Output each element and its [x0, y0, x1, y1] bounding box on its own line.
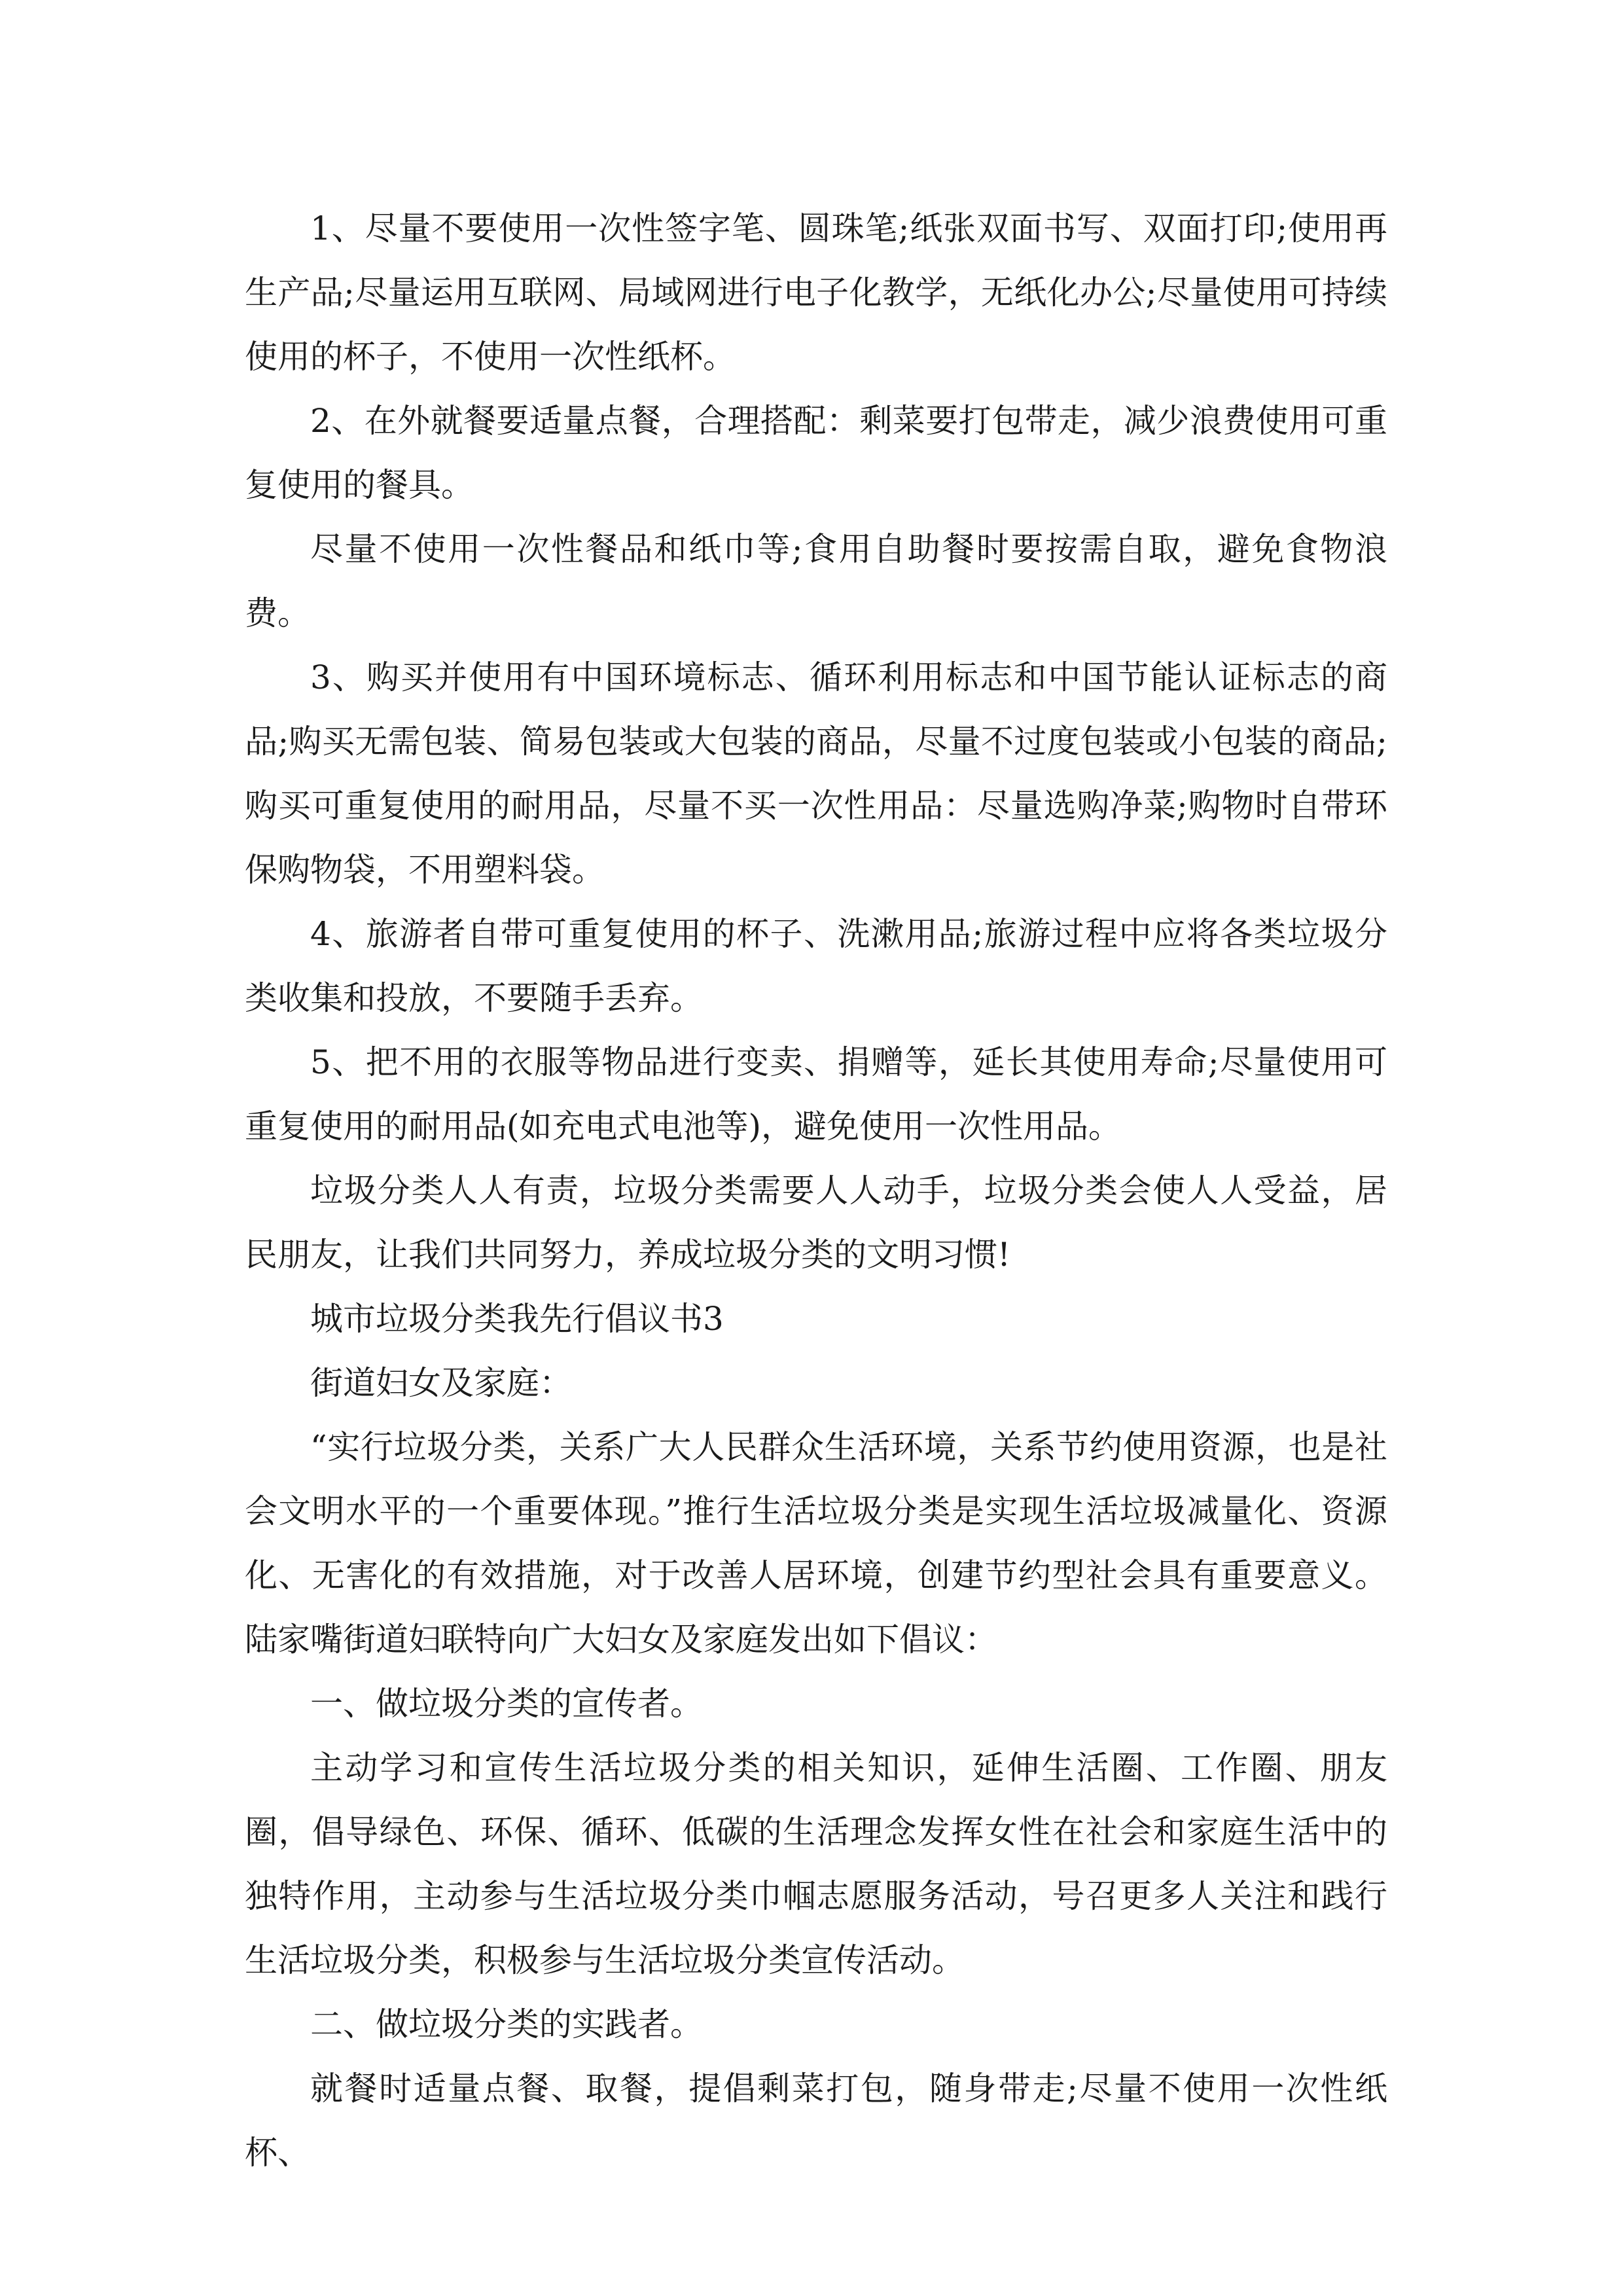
paragraph-item-5: 5、把不用的衣服等物品进行变卖、捐赠等，延长其使用寿命;尽量使用可重复使用的耐用品(如充电式电池等)，避免使用一次性用品。 — [245, 1043, 1387, 1145]
salutation: 街道妇女及家庭： — [310, 1364, 572, 1402]
paragraph-intro: “实行垃圾分类，关系广大人民群众生活环境，关系节约使用资源，也是社会文明水平的一个重要体现。”推行生活垃圾分类是实现生活垃圾减量化、资源化、无害化的有效措施，对于改善人居环境，创建节约型社会具有重要意义。陆家嘴街道妇联特向广大妇女及家庭发出如下倡议： — [245, 1428, 1387, 1659]
paragraph-closing: 垃圾分类人人有责，垃圾分类需要人人动手，垃圾分类会使人人受益，居民朋友，让我们共同努力，养成垃圾分类的文明习惯! — [245, 1172, 1387, 1274]
paragraph-item-4: 4、旅游者自带可重复使用的杯子、洗漱用品;旅游过程中应将各类垃圾分类收集和投放，不要随手丢弃。 — [245, 915, 1387, 1017]
paragraph-item-3: 3、购买并使用有中国环境标志、循环利用标志和中国节能认证标志的商品;购买无需包装、简易包装或大包装的商品，尽量不过度包装或小包装的商品;购买可重复使用的耐用品，尽量不买一次性用品：尽量选购净菜;购物时自带环保购物袋，不用塑料袋。 — [245, 658, 1387, 889]
paragraph-item-2: 2、在外就餐要适量点餐，合理搭配：剩菜要打包带走，减少浪费使用可重复使用的餐具。 — [245, 402, 1387, 504]
paragraph-practitioner: 就餐时适量点餐、取餐，提倡剩菜打包，随身带走;尽量不使用一次性纸杯、 — [245, 2070, 1387, 2172]
section-title: 城市垃圾分类我先行倡议书3 — [310, 1300, 724, 1338]
paragraph-disposables: 尽量不使用一次性餐品和纸巾等;食用自助餐时要按需自取，避免食物浪费。 — [245, 530, 1387, 632]
paragraph-item-1: 1、尽量不要使用一次性签字笔、圆珠笔;纸张双面书写、双面打印;使用再生产品;尽量运用互联网、局域网进行电子化教学，无纸化办公;尽量使用可持续使用的杯子，不使用一次性纸杯。 — [245, 209, 1387, 376]
subheading-practitioner: 二、做垃圾分类的实践者。 — [310, 2005, 703, 2043]
paragraph-promoter: 主动学习和宣传生活垃圾分类的相关知识，延伸生活圈、工作圈、朋友圈，倡导绿色、环保、循环、低碳的生活理念发挥女性在社会和家庭生活中的独特作用，主动参与生活垃圾分类巾帼志愿服务活动，号召更多人关注和践行生活垃圾分类，积极参与生活垃圾分类宣传活动。 — [245, 1749, 1387, 1979]
document-body — [245, 196, 1387, 2185]
subheading-promoter: 一、做垃圾分类的宣传者。 — [310, 1685, 703, 1723]
